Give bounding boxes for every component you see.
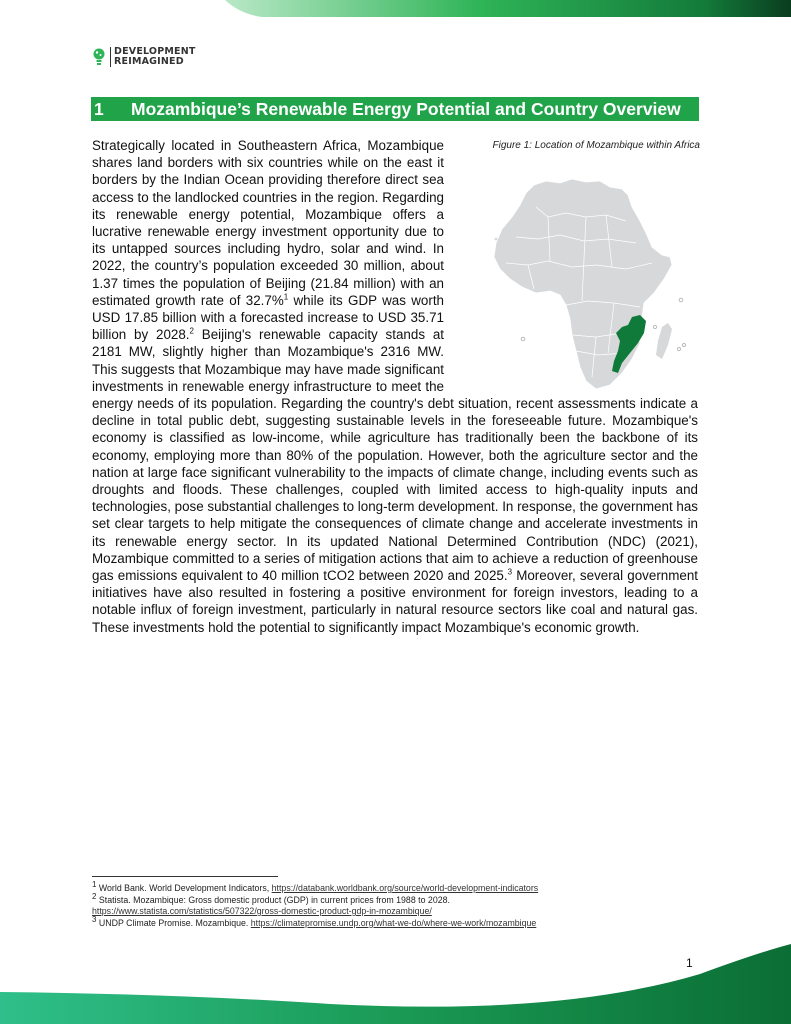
island-marker	[497, 242, 499, 244]
header-decoration	[0, 0, 791, 20]
figure-caption: Figure 1: Location of Mozambique within Africa	[492, 140, 700, 151]
footnote-2-link-line	[92, 906, 712, 918]
footer-decoration	[0, 934, 791, 1024]
page-number: 1	[686, 956, 693, 970]
body-part-1: Strategically located in Southeastern Africa, Mozambique shares land borders with six countries while on the east it borders by the Indian Ocean providing therefore direct sea access to the landlocked countries in the region. Regarding its renewable energy potential, Mozambique offers a lucrative renewable energy investment opportunity due to its untapped sources including hydro, solar and wind. In 2022, the country’s population exceeded 30 million, about 1.37 times the population of Beijing (21.84 million) with an estimated growth rate of 32.7%	[92, 138, 444, 308]
footnotes	[92, 876, 712, 929]
footnote-3-text: UNDP Climate Promise. Mozambique.	[96, 917, 251, 928]
footnote-2	[92, 891, 712, 907]
section-number: 1	[94, 99, 104, 119]
body-part-3: Beijing's renewable capacity stands at 2181 MW, slightly higher than Mozambique's 2316 MW. This suggests that Mozambique may have made significant investments in renewable energy infrastructure to meet the energy needs of its population. Regarding the country's debt situation, recent assessments indicate a decline in total public debt, suggesting sustainable levels in the foreseeable future. Mozambique's economy is classified as low-income, while agriculture has traditionally been the backbone of its economy, employing more than 80% of the population. However, both the agriculture sector and the nation at large face significant vulnerability to the impacts of climate change, including events such as droughts and floods. These challenges, coupled with limited access to high-quality inputs and technologies, pose substantial challenges to long-term development. In response, the government has set clear targets to help mitigate the consequences of climate change and accelerate investments in its renewable energy sector. In its updated National Determined Contribution (NDC) (2021), Mozambique committed to a series of mitigation actions that aim to achieve a reduction of greenhouse gas emissions equivalent to 40 million tCO2 between 2020 and 2025.	[92, 327, 698, 584]
logo-line-1: DEVELOPMENT	[114, 46, 196, 57]
footnote-3-marker: 3	[92, 914, 97, 924]
section-title-text: Mozambique’s Renewable Energy Potential and Country Overview	[131, 99, 681, 119]
africa-map	[476, 177, 691, 392]
island-marker	[679, 298, 683, 302]
footnote-1-link[interactable]: https://databank.worldbank.org/source/world-development-indicators	[271, 883, 539, 893]
island-marker	[653, 325, 656, 328]
footnote-2-text: Statista. Mozambique: Gross domestic product (GDP) in current prices from 1988 to 2028.	[96, 894, 450, 905]
logo-wordmark	[110, 47, 196, 67]
footnote-ref-1[interactable]: 1	[283, 292, 289, 302]
footnote-divider	[92, 876, 278, 877]
footnote-1-text: World Bank. World Development Indicators,	[96, 883, 272, 893]
footnote-ref-2[interactable]: 2	[189, 326, 194, 336]
footnote-3-link[interactable]: https://climatepromise.undp.org/what-we-do/where-we-work/mozambique	[250, 917, 537, 928]
island-marker	[495, 238, 498, 241]
footnote-1	[92, 880, 712, 895]
island-marker	[677, 347, 680, 350]
body-part-4: Moreover, several government initiatives have also resulted in fostering a positive environment for foreign investors, leading to a notable influx of foreign investment, particularly in natural resource sectors like coal and natural gas. These investments hold the potential to significantly impact Mozambique's economic growth.	[92, 568, 698, 635]
footnote-3	[92, 914, 712, 930]
madagascar	[656, 323, 672, 359]
footnote-ref-3[interactable]: 3	[507, 567, 513, 577]
logo-line-2: REIMAGINED	[114, 56, 184, 67]
island-marker	[682, 343, 685, 346]
footnote-1-marker: 1	[92, 880, 97, 890]
lightbulb-icon	[92, 47, 106, 67]
body-part-2: while its GDP was worth USD 17.85 billion with a forecasted increase to USD 35.71 billion by 2028.	[92, 292, 445, 343]
footnote-2-link[interactable]: https://www.statista.com/statistics/507322/gross-domestic-product-gdp-in-mozambique/	[92, 906, 432, 916]
island-marker	[521, 337, 525, 341]
footnote-2-marker: 2	[92, 891, 97, 901]
section-heading	[91, 97, 699, 121]
logo	[92, 47, 196, 67]
figure	[456, 140, 702, 395]
